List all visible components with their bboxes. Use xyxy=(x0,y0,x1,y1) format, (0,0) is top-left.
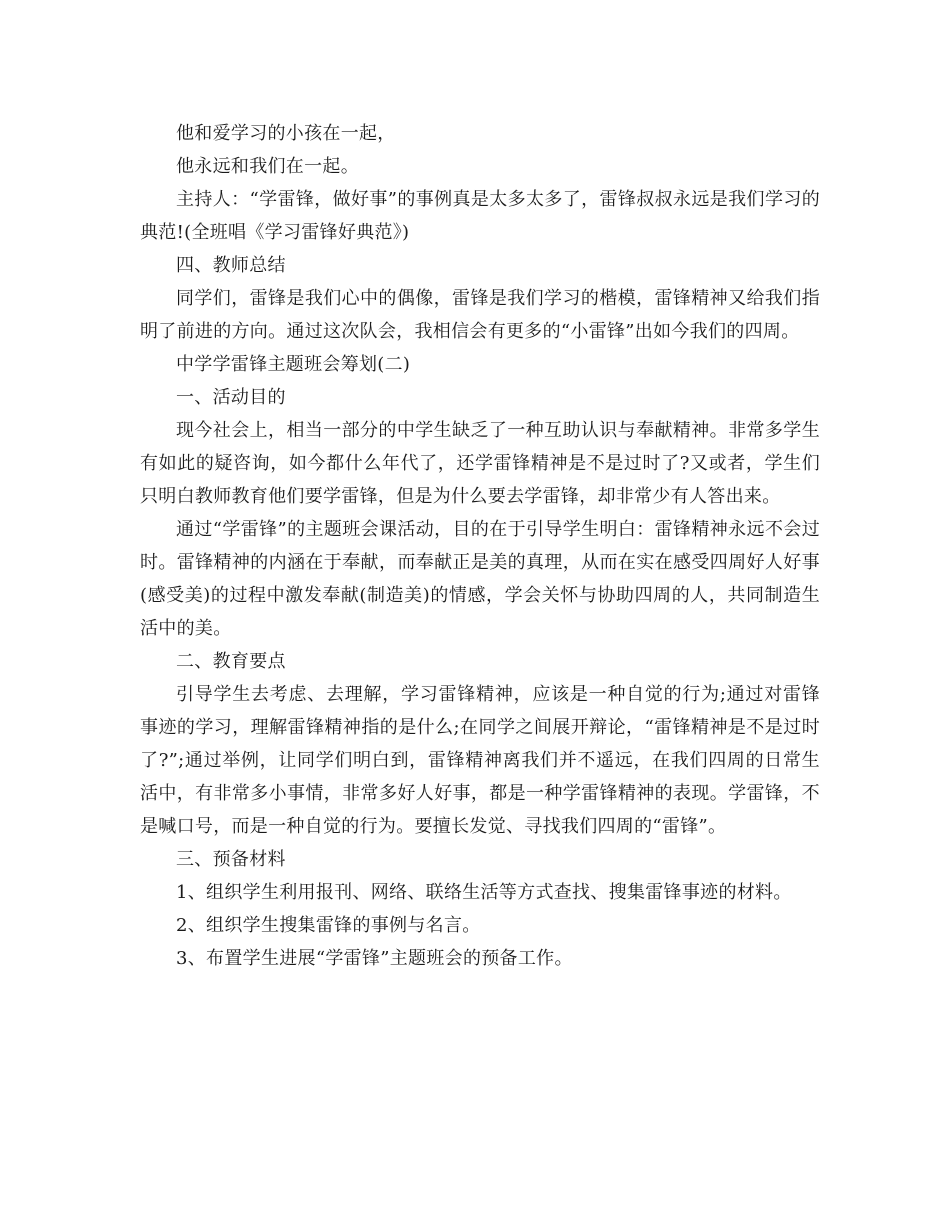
section-heading: 四、教师总结 xyxy=(176,255,286,276)
document-title: 中学学雷锋主题班会筹划(二) xyxy=(176,354,411,375)
paragraph: 主持人：“学雷锋，做好事”的事例真是太多太多了，雷锋叔叔永远是我们学习的典范!(全班唱《学习雷锋好典范》) xyxy=(140,189,820,243)
document-body xyxy=(140,117,820,975)
paragraph: 他和爱学习的小孩在一起， xyxy=(176,123,396,144)
list-item: 1、组织学生利用报刊、网络、联络生活等方式查找、搜集雷锋事迹的材料。 xyxy=(176,882,792,903)
section-heading: 一、活动目的 xyxy=(176,387,286,408)
section-heading: 二、教育要点 xyxy=(176,651,286,672)
paragraph: 现今社会上，相当一部分的中学生缺乏了一种互助认识与奉献精神。非常多学生有如此的疑咨询，如今都什么年代了，还学雷锋精神是不是过时了?又或者，学生们只明白教师教育他们要学雷锋，但是为什么要去学雷锋，却非常少有人答出来。 xyxy=(140,420,820,507)
list-item: 3、布置学生进展“学雷锋”主题班会的预备工作。 xyxy=(176,948,573,969)
paragraph: 通过“学雷锋”的主题班会课活动，目的在于引导学生明白：雷锋精神永远不会过时。雷锋精神的内涵在于奉献，而奉献正是美的真理，从而在实在感受四周好人好事(感受美)的过程中激发奉献(制造美)的情感，学会关怀与协助四周的人，共同制造生活中的美。 xyxy=(140,519,820,639)
list-item: 2、组织学生搜集雷锋的事例与名言。 xyxy=(176,915,481,936)
section-heading: 三、预备材料 xyxy=(176,849,286,870)
paragraph: 引导学生去考虑、去理解，学习雷锋精神，应该是一种自觉的行为;通过对雷锋事迹的学习，理解雷锋精神指的是什么;在同学之间展开辩论，“雷锋精神是不是过时了?”;通过举例，让同学们明白到，雷锋精神离我们并不遥远，在我们四周的日常生活中，有非常多小事情，非常多好人好事，都是一种学雷锋精神的表现。学雷锋，不是喊口号，而是一种自觉的行为。要擅长发觉、寻找我们四周的“雷锋”。 xyxy=(140,684,820,837)
paragraph: 他永远和我们在一起。 xyxy=(176,156,359,177)
paragraph: 同学们，雷锋是我们心中的偶像，雷锋是我们学习的楷模，雷锋精神又给我们指明了前进的方向。通过这次队会，我相信会有更多的“小雷锋”出如今我们的四周。 xyxy=(140,288,820,342)
